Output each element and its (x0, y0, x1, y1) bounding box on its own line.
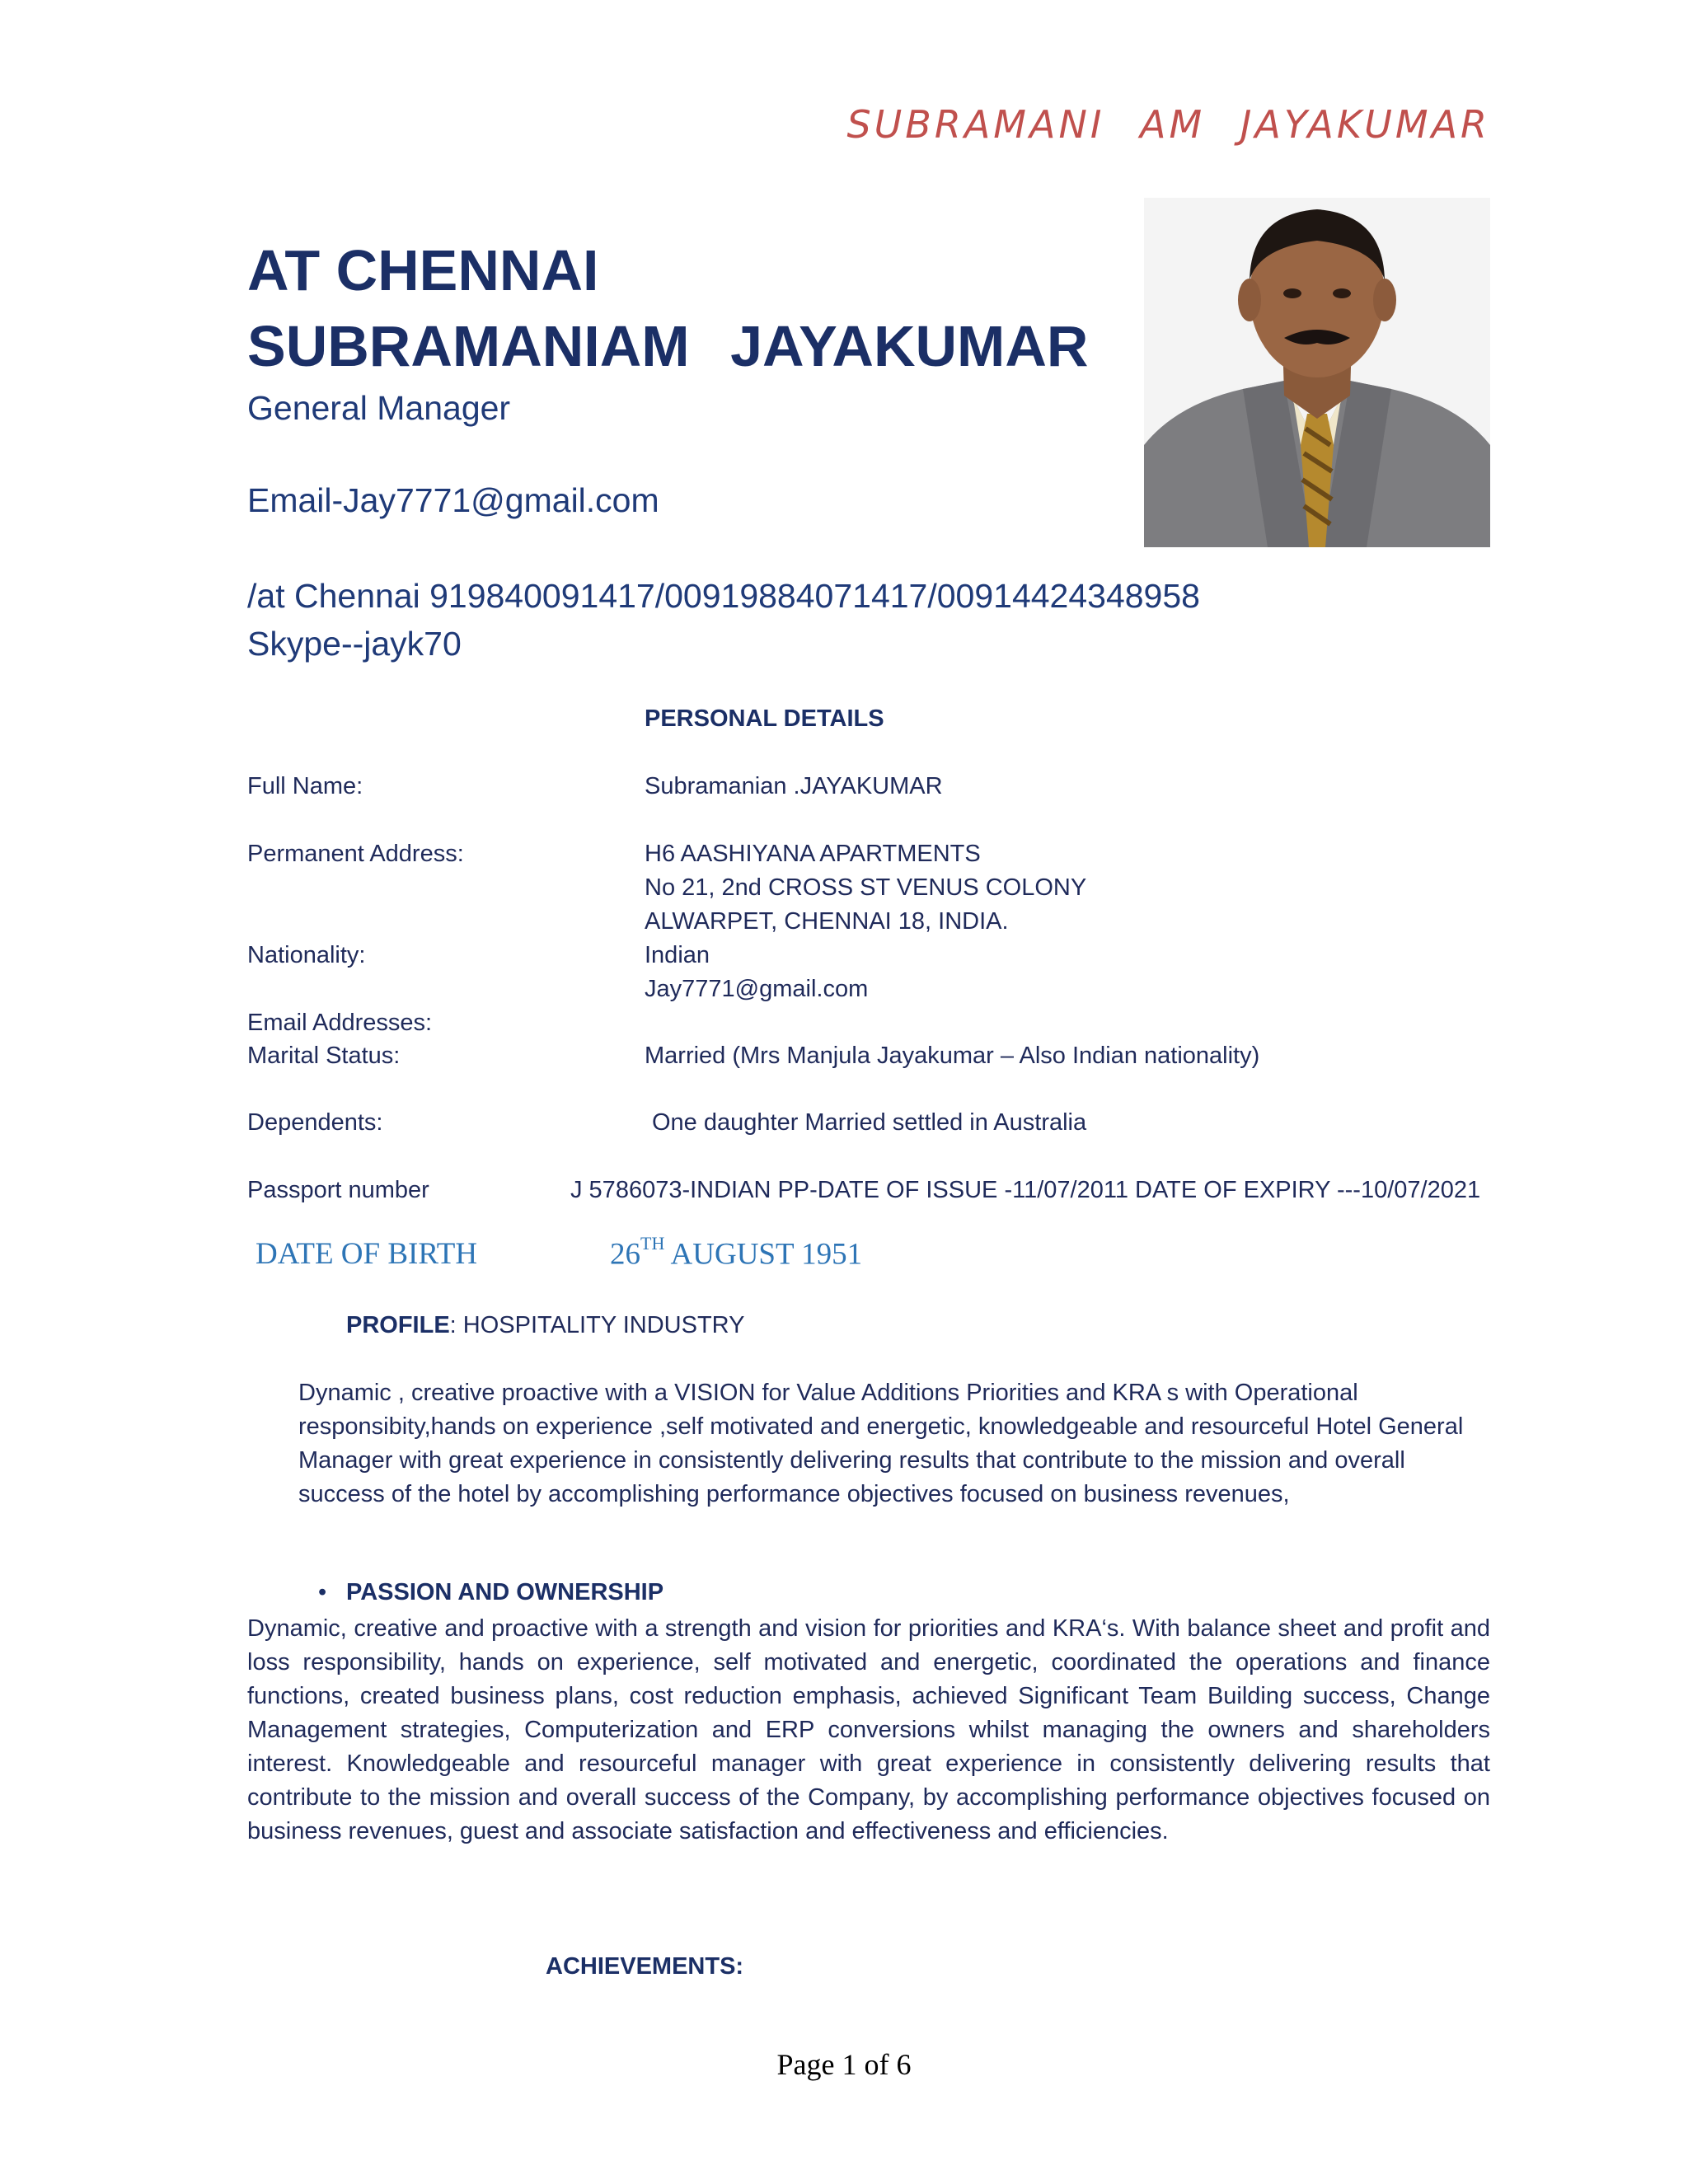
portrait-photo (1144, 198, 1490, 547)
label-full-name: Full Name: (247, 773, 363, 799)
label-nationality: Nationality: (247, 942, 366, 968)
label-marital-status: Marital Status: (247, 1043, 401, 1069)
heading-location: AT CHENNAI (247, 238, 599, 302)
profile-value: : HOSPITALITY INDUSTRY (449, 1312, 745, 1338)
dob-day: 26 (610, 1237, 640, 1272)
value-nationality: Indian (645, 942, 710, 968)
value-passport-number: J 5786073-INDIAN PP-DATE OF ISSUE -11/07/2011 DATE OF EXPIRY ---10/07/2021 (570, 1177, 1481, 1203)
contact-phones: /at Chennai 919840091417/00919884071417/00914424348958 (247, 577, 1200, 615)
label-email-addresses: Email Addresses: (247, 1010, 433, 1036)
dob-month-year: AUGUST 1951 (664, 1237, 863, 1272)
value-email-address: Jay7771@gmail.com (645, 976, 869, 1002)
dob-value (610, 1233, 863, 1272)
value-address-line3: ALWARPET, CHENNAI 18, INDIA. (645, 908, 1009, 935)
label-dependents: Dependents: (247, 1109, 383, 1136)
job-title: General Manager (247, 389, 511, 427)
passion-paragraph: Dynamic, creative and proactive with a strength and vision for priorities and KRA‘s. With balance sheet and profit and loss responsibility, hands on experience, self motivated and energetic, coordinated the operations and finance functions, created business plans, cost reduction emphasis, achieved Significant Team Building success, Change Management strategies, Computerization and ERP conversions whilst managing the owners and shareholders interest. Knowledgeable and resourceful manager with great experience in consistently delivering results that contribute to the mission and overall success of the Company, by accomplishing performance objectives focused on business revenues, guest and associate satisfaction and effectiveness and efficiencies. (247, 1615, 1490, 1844)
label-passport-number: Passport number (247, 1177, 429, 1203)
dob-day-suffix: TH (640, 1233, 665, 1254)
value-full-name: Subramanian .JAYAKUMAR (645, 773, 943, 799)
running-header-name: SUBRAMANI AM JAYAKUMAR (846, 102, 1490, 147)
dob-label: DATE OF BIRTH (256, 1237, 478, 1271)
heading-name: SUBRAMANIAM JAYAKUMAR (247, 314, 1089, 378)
value-marital-status: Married (Mrs Manjula Jayakumar – Also Indian nationality) (645, 1043, 1260, 1069)
value-address-line2: No 21, 2nd CROSS ST VENUS COLONY (645, 874, 1087, 901)
section-title-achievements: ACHIEVEMENTS: (546, 1953, 744, 1980)
portrait-illustration (1144, 198, 1490, 547)
contact-skype: Skype--jayk70 (247, 625, 462, 663)
page-number: Page 1 of 6 (776, 2048, 912, 2081)
profile-paragraph: Dynamic , creative proactive with a VISION for Value Additions Priorities and KRA s with Operational responsibity,hands on experience ,self motivated and energetic, knowledgeable and resourceful Hotel General Manager with great experience in consistently delivering results that contribute to the mission and overall success of the hotel by accomplishing performance objectives focused on business revenues, (298, 1380, 1464, 1507)
value-dependents: One daughter Married settled in Australia (652, 1109, 1087, 1136)
profile-line (346, 1312, 744, 1339)
bullet-icon: • (318, 1579, 327, 1605)
contact-email: Email-Jay7771@gmail.com (247, 481, 659, 519)
section-title-passion-ownership: PASSION AND OWNERSHIP (346, 1579, 664, 1605)
label-permanent-address: Permanent Address: (247, 841, 464, 867)
profile-label: PROFILE (346, 1312, 450, 1338)
section-title-personal-details: PERSONAL DETAILS (645, 705, 884, 732)
value-address-line1: H6 AASHIYANA APARTMENTS (645, 841, 981, 867)
